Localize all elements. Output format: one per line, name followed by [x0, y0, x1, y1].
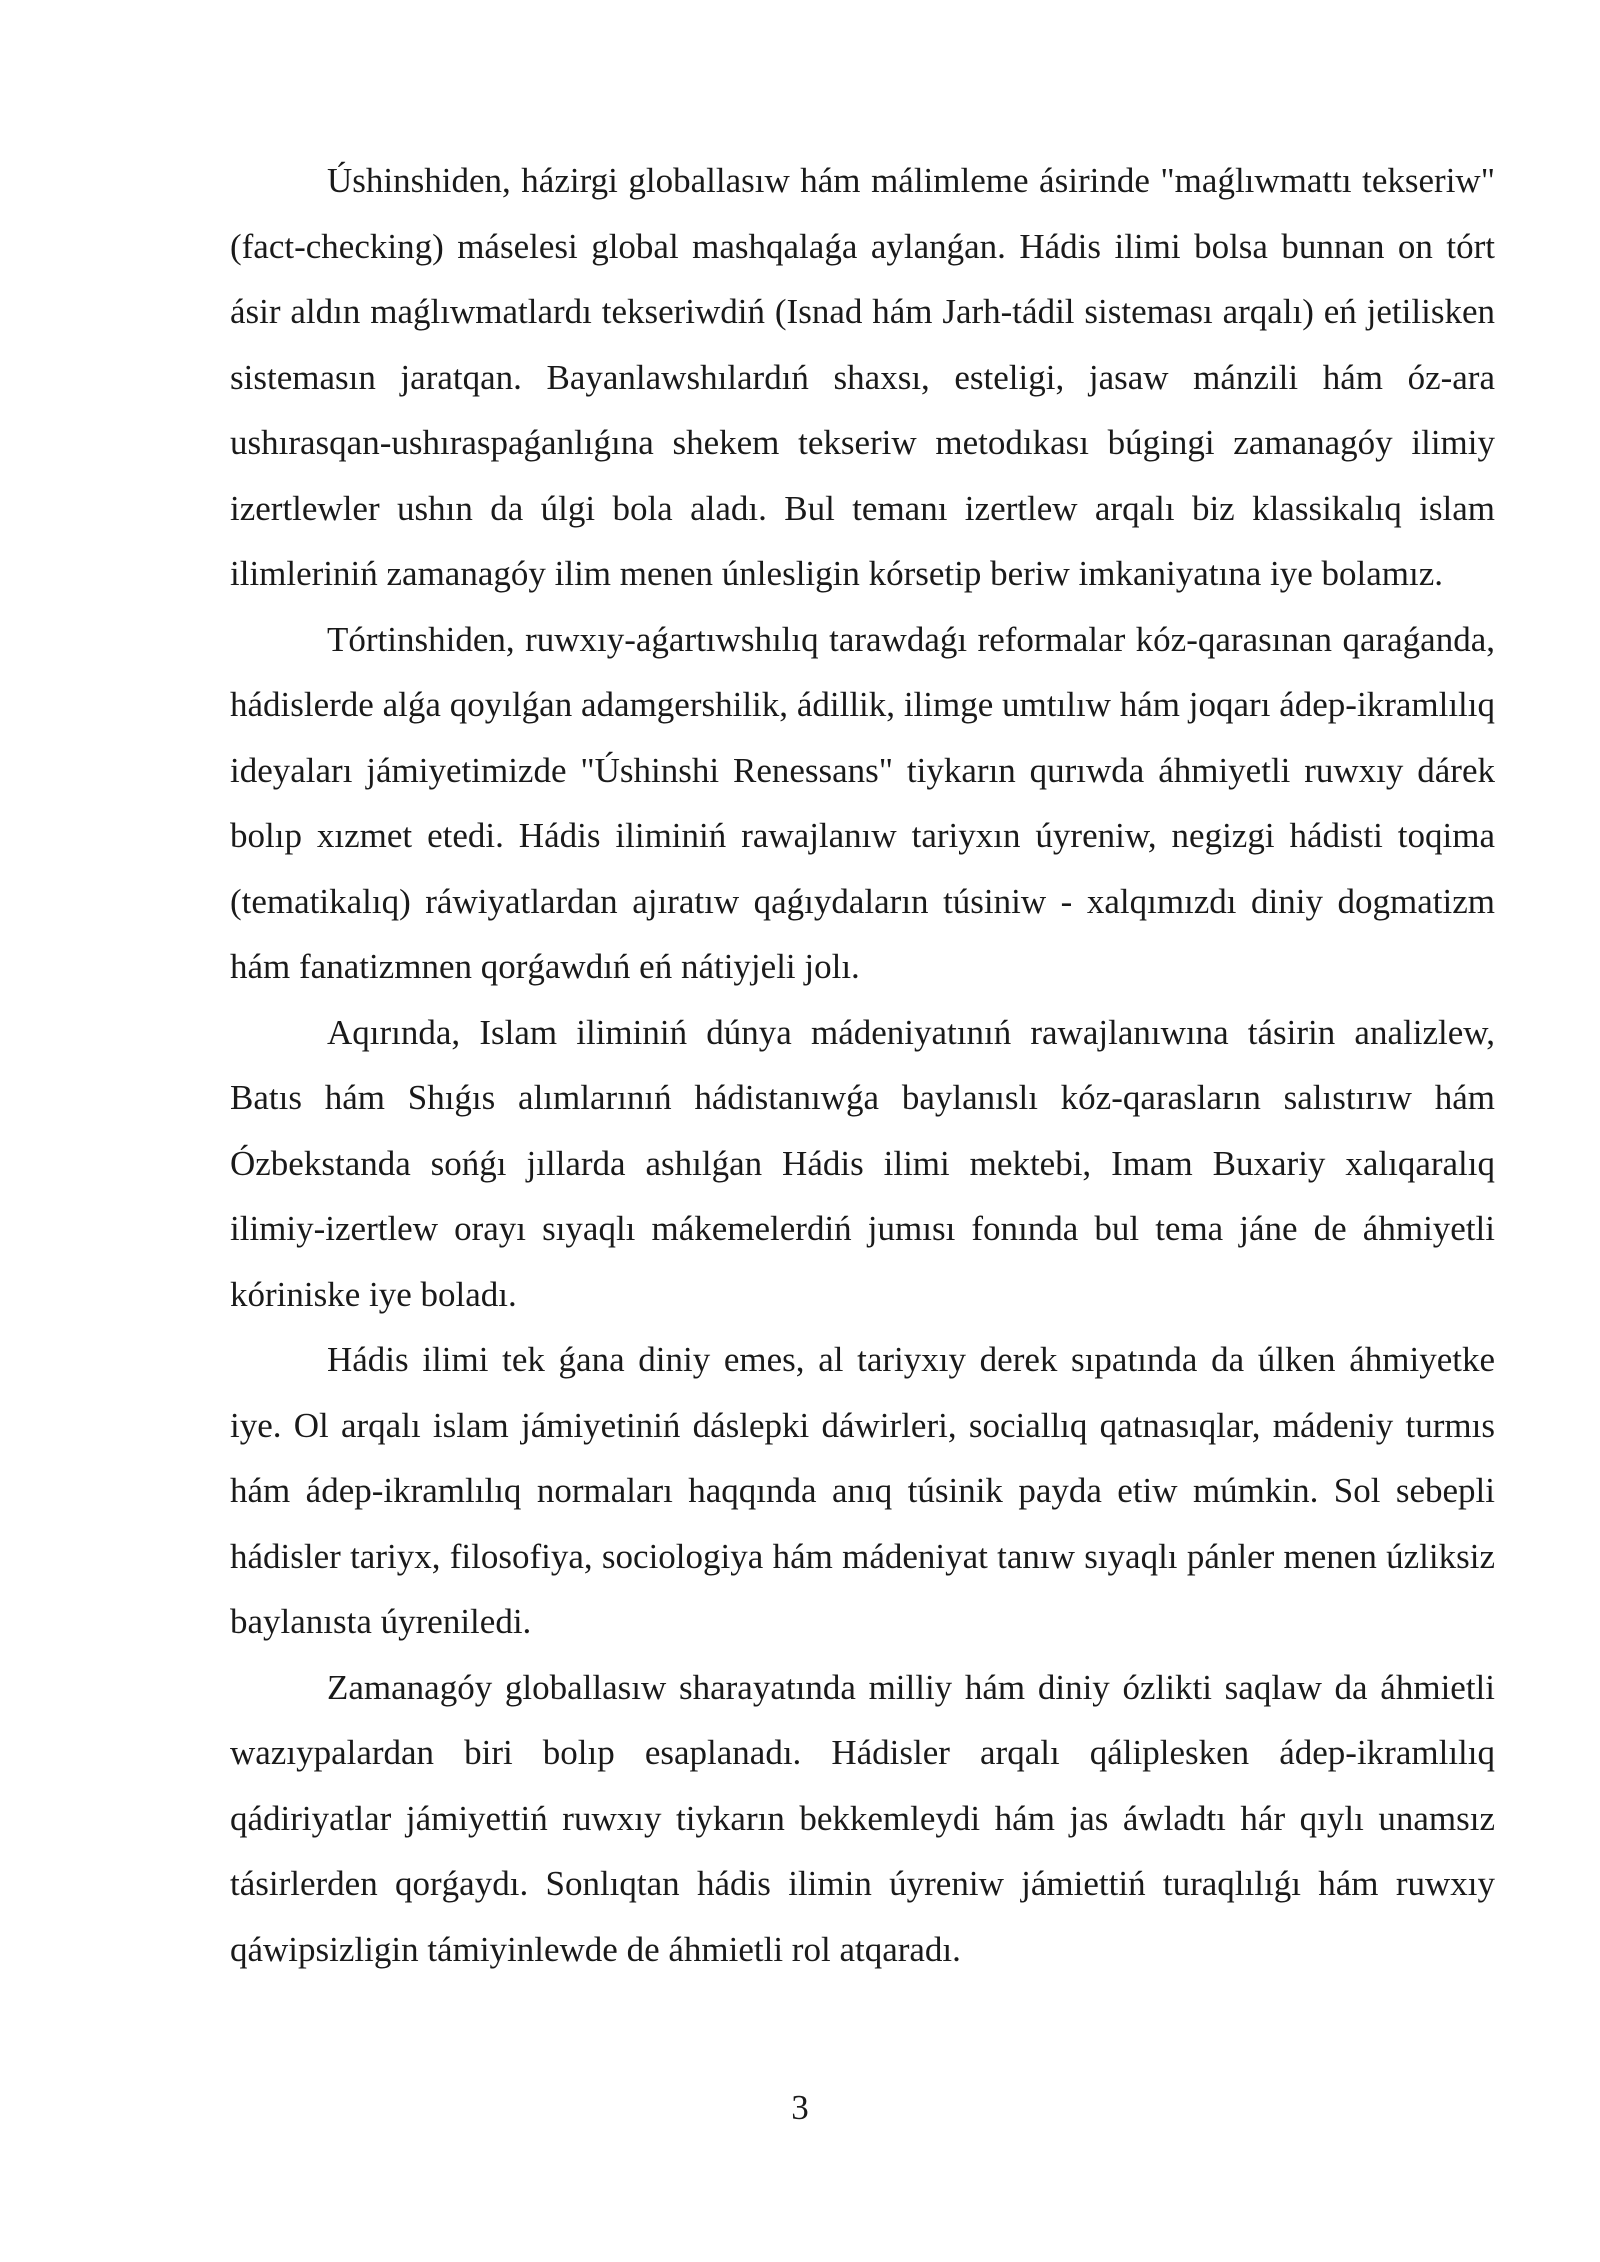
paragraph-2: Tórtinshiden, ruwxıy-aǵartıwshılıq tarawdaǵı reformalar kóz-qarasınan qaraǵanda, hádislerde alǵa qoyılǵan adamgershilik, ádillik, ilimge umtılıw hám joqarı ádep-ikramlılıq ideyaları jámiyetimizde "Úshinshi Renessans" tiykarın qurıwda áhmiyetli ruwxıy dárek bolıp xızmet etedi. Hádis iliminiń rawajlanıw tariyxın úyreniw, negizgi hádisti toqima (tematikalıq) ráwiyatlardan ajıratıw qaǵıydaların túsiniw - xalqımızdı diniy dogmatizm hám fanatizmnen qorǵawdıń eń nátiyjeli jolı. — [230, 619, 1495, 986]
paragraph-4: Hádis ilimi tek ǵana diniy emes, al tariyxıy derek sıpatında da úlken áhmiyetke iye. Ol arqalı islam jámiyetiniń dáslepki dáwirleri, sociallıq qatnasıqlar, mádeniy turmıs hám ádep-ikramlılıq normaları haqqında anıq túsinik payda etiw múmkin. Sol sebepli hádisler tariyx, filosofiya, sociologiya hám mádeniyat tanıw sıyaqlı pánler menen úzliksiz baylanısta úyreniledi. — [230, 1340, 1495, 1641]
paragraph-1: Úshinshiden, házirgi globallasıw hám málimleme ásirinde "maǵlıwmattı tekseriw" (fact-checking) máselesi global mashqalaǵa aylanǵan. Hádis ilimi bolsa bunnan on tórt ásir aldın maǵlıwmatlardı tekseriwdiń (Isnad hám Jarh-tádil sisteması arqalı) eń jetilisken sistemasın jaratqan. Bayanlawshılardıń shaxsı, esteligi, jasaw mánzili hám óz-ara ushırasqan-ushıraspaǵanlıǵına shekem tekseriw metodıkası búgingi zamanagóy ilimiy izertlewler ushın da úlgi bola aladı. Bul temanı izertlew arqalı biz klassikalıq islam ilimleriniń zamanagóy ilim menen únlesligin kórsetip beriw imkaniyatına iye bolamız. — [230, 161, 1495, 593]
paragraph-3: Aqırında, Islam iliminiń dúnya mádeniyatınıń rawajlanıwına tásirin analizlew, Batıs hám Shıǵıs alımlarınıń hádistanıwǵa baylanıslı kóz-qarasların salıstırıw hám Ózbekstanda sońǵı jıllarda ashılǵan Hádis ilimi mektebi, Imam Buxariy xalıqaralıq ilimiy-izertlew orayı sıyaqlı mákemelerdiń jumısı fonında bul tema jáne de áhmiyetli kóriniske iye boladı. — [230, 1012, 1495, 1314]
body-text — [230, 148, 1495, 1982]
page-number: 3 — [791, 2088, 809, 2127]
paragraph-5: Zamanagóy globallasıw sharayatında milliy hám diniy ózlikti saqlaw da áhmietli wazıypalardan biri bolıp esaplanadı. Hádisler arqalı qáliplesken ádep-ikramlılıq qádiriyatlar jámiyettiń ruwxıy tiykarın bekkemleydi hám jas áwladtı hár qıylı unamsız tásirlerden qorǵaydı. Sonlıqtan hádis ilimin úyreniw jámiettiń turaqlılıǵı hám ruwxıy qáwipsizligin támiyinlewde de áhmietli rol atqaradı. — [230, 1667, 1495, 1969]
